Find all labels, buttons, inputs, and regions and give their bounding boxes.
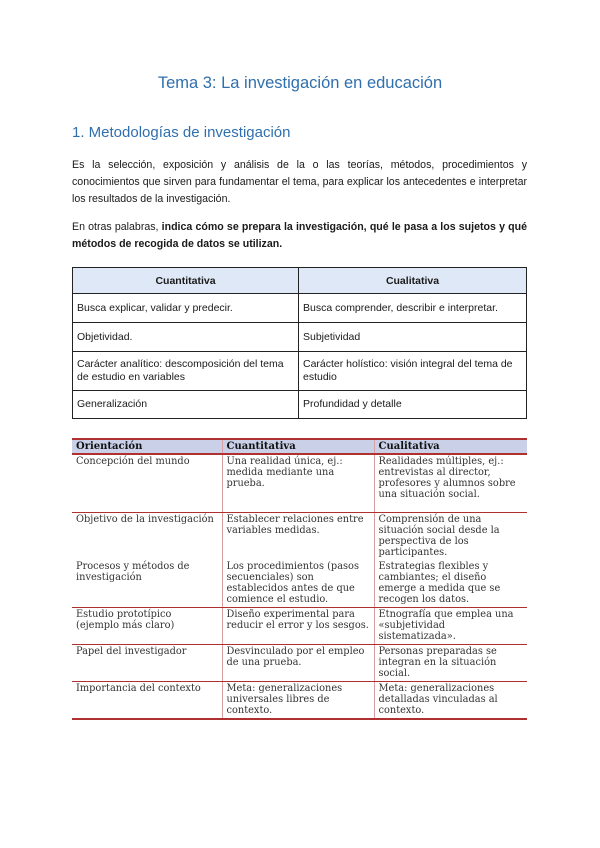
table-cell: Realidades múltiples, ej.: entrevistas al director, profesores y alumnos sobre una situación social. bbox=[374, 454, 527, 512]
table-row bbox=[72, 454, 527, 512]
table-row bbox=[73, 352, 527, 391]
table-cell: Carácter holístico: visión integral del tema de estudio bbox=[299, 352, 527, 391]
table-cell: Papel del investigador bbox=[72, 645, 222, 682]
table-cell: Procesos y métodos de investigación bbox=[72, 560, 222, 608]
table-header-row bbox=[73, 268, 527, 294]
table-cell: Comprensión de una situación social desde la perspectiva de los participantes. bbox=[378, 513, 500, 558]
table-cell: Objetivo de la investigación bbox=[72, 512, 222, 560]
table-row bbox=[72, 560, 527, 608]
table-cell: Estudio prototípico (ejemplo más claro) bbox=[72, 608, 222, 645]
table-cell: Meta: generalizaciones universales libres de contexto. bbox=[222, 682, 374, 720]
table-cell: Subjetividad bbox=[299, 323, 527, 352]
table-cell: Generalización bbox=[73, 391, 299, 419]
orientation-table bbox=[72, 438, 527, 720]
table-row bbox=[72, 512, 527, 560]
table-cell: Carácter analítico: descomposición del tema de estudio en variables bbox=[73, 352, 299, 391]
table-cell: Busca comprender, describir e interpretar. bbox=[299, 294, 527, 323]
table-cell: Los procedimientos (pasos secuenciales) son establecidos antes de que comience el estudio. bbox=[222, 560, 374, 608]
table-cell: Desvinculado por el empleo de una prueba. bbox=[222, 645, 374, 682]
table-cell: Busca explicar, validar y predecir. bbox=[73, 294, 299, 323]
table-row bbox=[73, 294, 527, 323]
table-cell: Una realidad única, ej.: medida mediante una prueba. bbox=[222, 454, 374, 512]
table-cell: Importancia del contexto bbox=[72, 682, 222, 720]
header-orientacion: Orientación bbox=[72, 439, 222, 454]
table-cell: Meta: generalizaciones detalladas vinculadas al contexto. bbox=[374, 682, 527, 720]
table-cell: Diseño experimental para reducir el error y los sesgos. bbox=[222, 608, 374, 645]
table-row bbox=[73, 323, 527, 352]
table-cell: Personas preparadas se integran en la situación social. bbox=[374, 645, 527, 682]
table-cell: Etnografía que emplea una «subjetividad sistematizada». bbox=[374, 608, 527, 645]
page-title: Tema 3: La investigación en educación bbox=[157, 74, 443, 92]
section-heading: 1. Metodologías de investigación bbox=[72, 124, 291, 141]
table-cell: Objetividad. bbox=[73, 323, 299, 352]
header-cuantitativa: Cuantitativa bbox=[222, 439, 374, 454]
summary-intro: En otras palabras, bbox=[72, 221, 162, 233]
table-cell: Concepción del mundo bbox=[72, 454, 222, 512]
comparison-table bbox=[72, 267, 527, 419]
table-cell: Establecer relaciones entre variables medidas. bbox=[222, 512, 374, 560]
summary-bold: indica cómo se prepara la investigación, qué le pasa a los sujetos y qué métodos de recogida de datos se utilizan. bbox=[72, 221, 527, 250]
table-row bbox=[72, 608, 527, 645]
table-header-row bbox=[72, 439, 527, 454]
header-cuantitativa: Cuantitativa bbox=[73, 268, 299, 294]
table-row bbox=[72, 645, 527, 682]
table-row bbox=[73, 391, 527, 419]
intro-paragraph: Es la selección, exposición y análisis de la o las teorías, métodos, procedimientos y conocimientos que sirven para fundamentar el tema, para explicar los antecedentes e interpretar los resultados de la investigación. bbox=[72, 159, 527, 205]
table-row bbox=[72, 682, 527, 720]
summary-paragraph bbox=[72, 219, 527, 253]
table-cell: Estrategias flexibles y cambiantes; el diseño emerge a medida que se recogen los datos. bbox=[374, 560, 527, 608]
header-cualitativa: Cualitativa bbox=[299, 268, 527, 294]
table-cell: Profundidad y detalle bbox=[299, 391, 527, 419]
header-cualitativa: Cualitativa bbox=[374, 439, 527, 454]
